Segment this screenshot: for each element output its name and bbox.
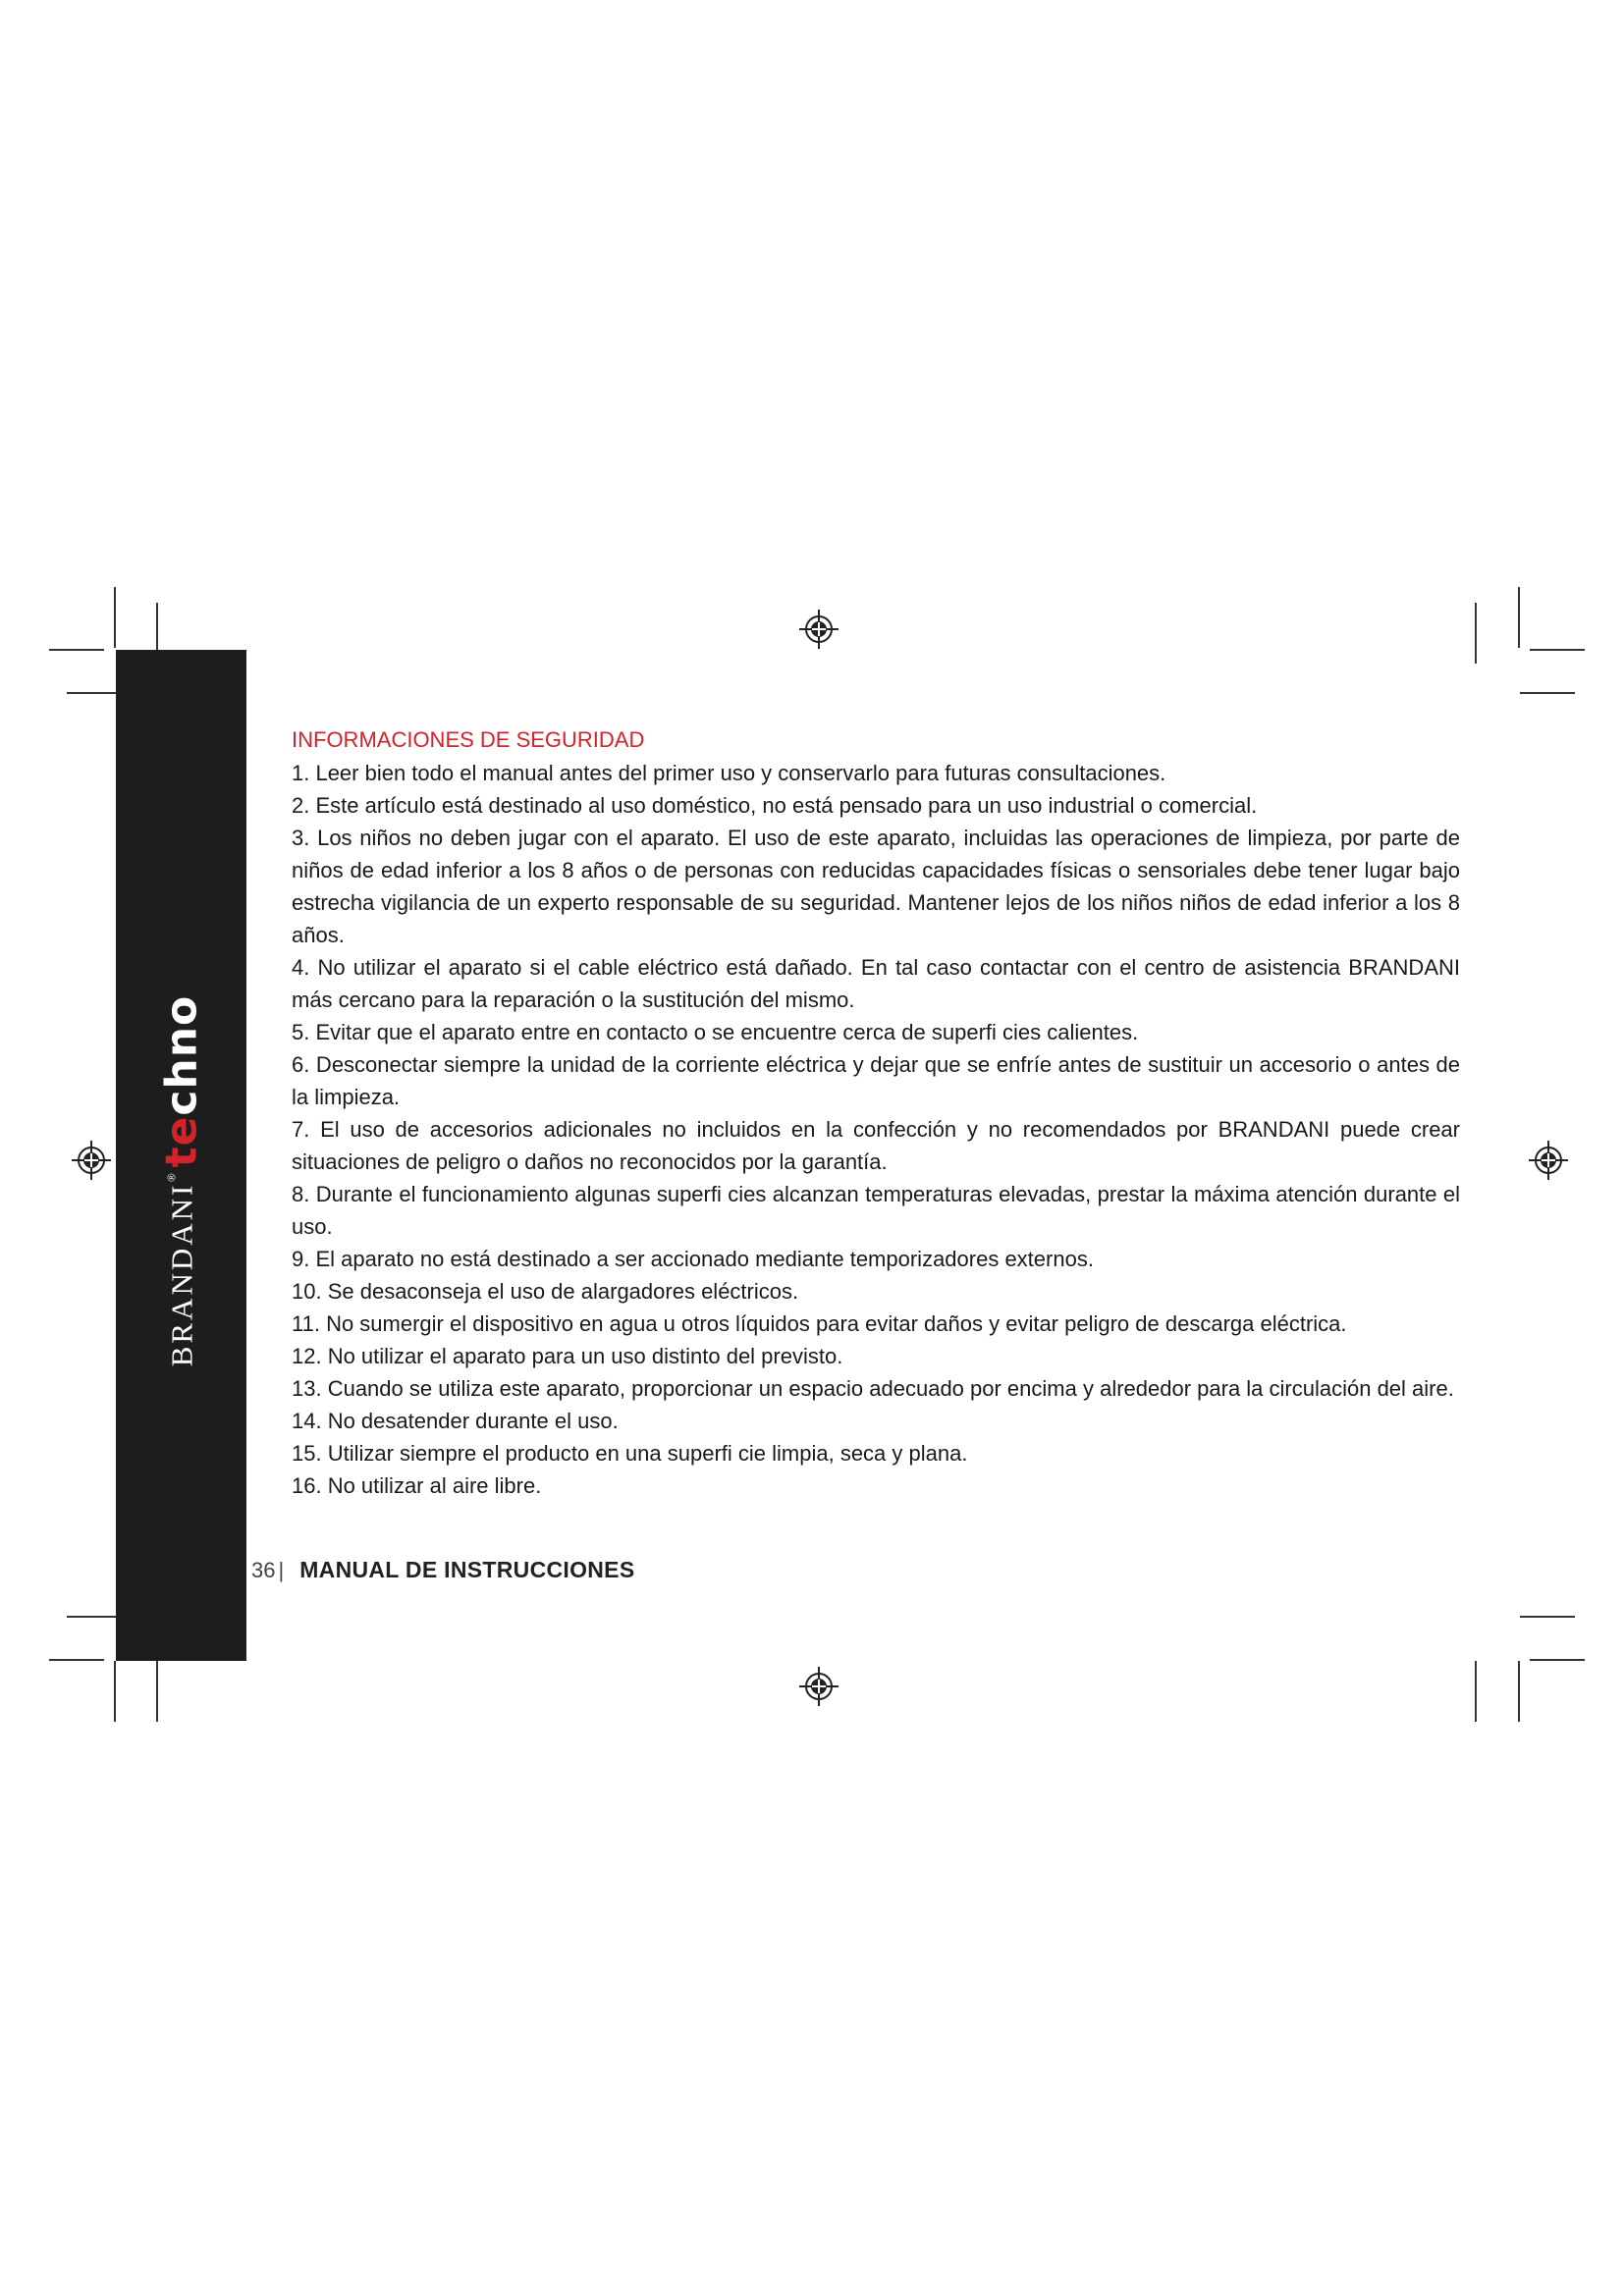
sub-brand-part2: chno bbox=[156, 994, 206, 1116]
safety-item: 11. No sumergir el dispositivo en agua u otros líquidos para evitar daños y evitar peligro de descarga eléctrica. bbox=[292, 1311, 1347, 1336]
crop-mark bbox=[1530, 1659, 1585, 1661]
safety-item: 10. Se desaconseja el uso de alargadores eléctricos. bbox=[292, 1279, 799, 1304]
crop-mark bbox=[49, 649, 104, 651]
safety-item: 5. Evitar que el aparato entre en contacto o se encuentre cerca de superfi cies calientes. bbox=[292, 1020, 1139, 1044]
safety-item: 8. Durante el funcionamiento algunas superfi cies alcanzan temperaturas elevadas, prestar la máxima atención durante el uso. bbox=[292, 1182, 1460, 1239]
safety-section bbox=[292, 724, 1460, 1502]
registration-mark-icon bbox=[71, 1140, 112, 1181]
safety-item: 12. No utilizar el aparato para un uso distinto del previsto. bbox=[292, 1344, 843, 1368]
crop-mark bbox=[156, 1661, 158, 1722]
page-number: 36 bbox=[251, 1558, 276, 1582]
crop-mark bbox=[1530, 649, 1585, 651]
safety-item: 6. Desconectar siempre la unidad de la corriente eléctrica y dejar que se enfríe antes de sustituir un accesorio o antes de la limpieza. bbox=[292, 1052, 1460, 1109]
registered-mark: ® bbox=[165, 1173, 178, 1182]
crop-mark bbox=[67, 1616, 122, 1618]
crop-mark bbox=[67, 692, 122, 694]
footer-divider: | bbox=[278, 1558, 285, 1582]
safety-item: 13. Cuando se utiliza este aparato, proporcionar un espacio adecuado por encima y alrededor para la circulación del aire. bbox=[292, 1376, 1454, 1401]
registration-mark-icon bbox=[798, 609, 839, 650]
safety-item: 3. Los niños no deben jugar con el aparato. El uso de este aparato, incluidas las operaciones de limpieza, por parte de niños de edad inferior a los 8 años o de personas con reducidas capacidades físicas o sensoriales debe tener lugar bajo estrecha vigilancia de un experto responsable de su seguridad. Mantener lejos de los niños niños de edad inferior a los 8 años. bbox=[292, 826, 1460, 947]
brand-band bbox=[116, 650, 246, 1661]
footer-title: MANUAL DE INSTRUCCIONES bbox=[299, 1557, 635, 1582]
safety-item: 4. No utilizar el aparato si el cable eléctrico está dañado. En tal caso contactar con el centro de asistencia BRANDANI más cercano para la reparación o la sustitución del mismo. bbox=[292, 955, 1460, 1012]
crop-mark bbox=[1518, 1661, 1520, 1722]
crop-mark bbox=[1520, 692, 1575, 694]
safety-item: 15. Utilizar siempre el producto en una superfi cie limpia, seca y plana. bbox=[292, 1441, 968, 1466]
safety-item: 14. No desatender durante el uso. bbox=[292, 1409, 619, 1433]
crop-mark bbox=[1518, 587, 1520, 648]
section-heading: INFORMACIONES DE SEGURIDAD bbox=[292, 727, 645, 752]
crop-mark bbox=[49, 1659, 104, 1661]
crop-mark bbox=[114, 1661, 116, 1722]
page-footer bbox=[251, 1557, 634, 1583]
safety-list bbox=[292, 757, 1460, 1502]
crop-mark bbox=[114, 587, 116, 648]
crop-mark bbox=[1520, 1616, 1575, 1618]
safety-item: 9. El aparato no está destinado a ser accionado mediante temporizadores externos. bbox=[292, 1247, 1094, 1271]
safety-item: 2. Este artículo está destinado al uso doméstico, no está pensado para un uso industrial o comercial. bbox=[292, 793, 1258, 818]
crop-mark bbox=[1475, 603, 1477, 664]
registration-mark-icon bbox=[1528, 1140, 1569, 1181]
safety-item: 16. No utilizar al aire libre. bbox=[292, 1473, 542, 1498]
sub-brand-techno bbox=[156, 995, 206, 1168]
crop-mark bbox=[1475, 1661, 1477, 1722]
safety-item: 1. Leer bien todo el manual antes del primer uso y conservarlo para futuras consultaciones. bbox=[292, 761, 1166, 785]
sub-brand-part1: te bbox=[156, 1115, 206, 1168]
brand-logo bbox=[156, 995, 206, 1367]
brand-name: BRANDANI bbox=[163, 1182, 198, 1367]
registration-mark-icon bbox=[798, 1666, 839, 1707]
safety-item: 7. El uso de accesorios adicionales no incluidos en la confección y no recomendados por BRANDANI puede crear situaciones de peligro o daños no reconocidos por la garantía. bbox=[292, 1117, 1460, 1174]
